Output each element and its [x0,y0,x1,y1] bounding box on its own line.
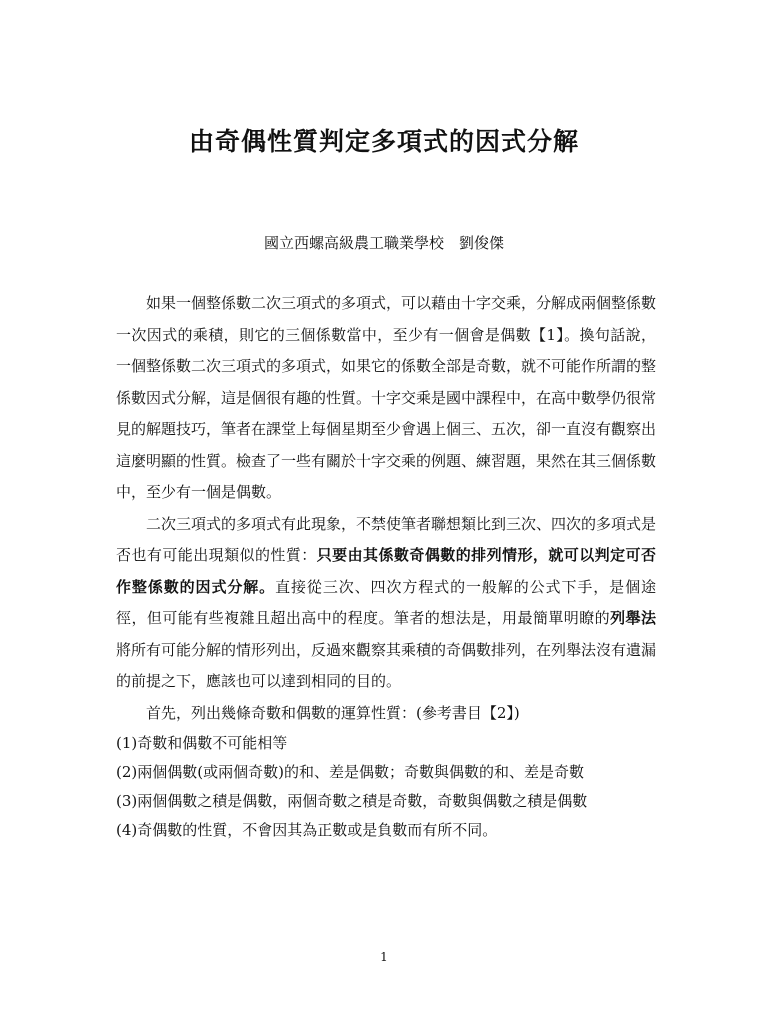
author-line: 國立西螺高級農工職業學校 劉俊傑 [263,234,504,252]
list-item: (1)奇數和偶數不可能相等 [116,734,288,752]
paragraph-2-part-c: 直接從三次、四次方程式的一般解的公式下手，是個途徑，但可能有些複雜且超出高中的程度。筆者的想法是，用最簡單明瞭的 [116,577,656,627]
paragraph-2 [116,509,656,698]
paragraph-2-bold-claim: 只要由其係數奇偶數的排列情形，就可以判定可否作整係數的因式分解。 [116,546,656,596]
list-item: (4)奇偶數的性質，不會因其為正數或是負數而有所不同。 [116,821,498,839]
paragraph-2-part-e: 將所有可能分解的情形列出，反過來觀察其乘積的奇偶數排列，在列舉法沒有遺漏的前提之下，應該也可以達到相同的目的。 [116,640,657,690]
paragraph-2-part-a: 二次三項式的多項式有此現象，不禁使筆者聯想類比到三次、四次的多項式是否也有可能出現類似的性質： [116,514,657,564]
page-number: 1 [380,950,388,964]
document-title: 由奇偶性質判定多項式的因式分解 [188,127,579,156]
list-item: (3)兩個偶數之積是偶數，兩個奇數之積是奇數，奇數與偶數之積是偶數 [116,792,588,810]
paragraph-2-bold-method: 列舉法 [610,609,656,627]
list-item: (2)兩個偶數(或兩個奇數)的和、差是偶數；奇數與偶數的和、差是奇數 [116,763,584,781]
paragraph-1: 如果一個整係數二次三項式的多項式，可以藉由十字交乘，分解成兩個整係數一次因式的乘積，則它的三個係數當中，至少有一個會是偶數【1】。換句話說，一個整係數二次三項式的多項式，如果它的係數全部是奇數，就不可能作所謂的整係數因式分解，這是個很有趣的性質。十字交乘是國中課程中，在高中數學仍很常見的解題技巧，筆者在課堂上每個星期至少會遇上個三、五次，卻一直沒有觀察出這麼明顯的性質。檢查了一些有關於十字交乘的例題、練習題，果然在其三個係數中，至少有一個是偶數。 [116,294,657,501]
paragraph-3: 首先，列出幾條奇數和偶數的運算性質：(參考書目【2】) [146,703,520,722]
document-body [116,288,656,845]
